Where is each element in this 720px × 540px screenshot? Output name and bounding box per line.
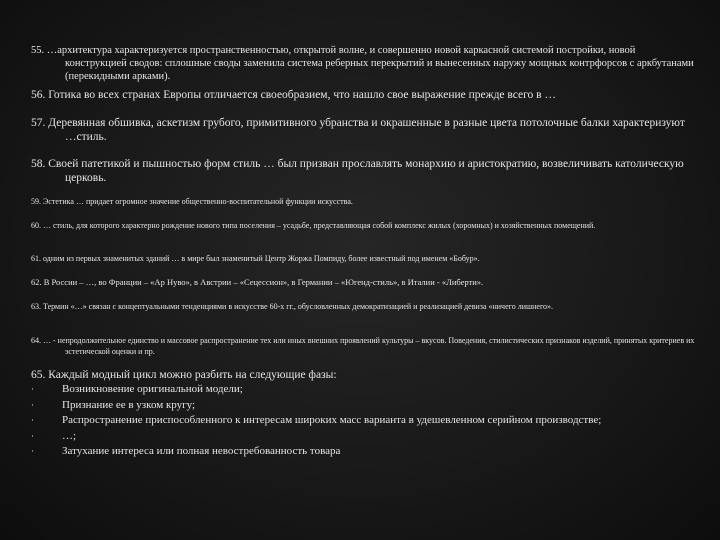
fashion-cycle-phases-list	[31, 382, 696, 460]
item-text: … стиль, для которого характерно рождение нового типа поселения – усадьбе, представляющая собой комплекс жилых (хоромных) и хозяйственных помещений.	[43, 221, 596, 230]
list-item	[31, 429, 696, 445]
item-63	[31, 301, 696, 312]
item-number: 59.	[31, 197, 41, 206]
bullet-icon: ·	[31, 384, 34, 394]
bullet-icon: ·	[31, 415, 34, 425]
item-text: Своей патетикой и пышностью форм стиль … был призван прославлять монархию и аристократию, возвеличивать католическую церковь.	[48, 158, 684, 184]
item-number: 62.	[31, 277, 42, 287]
item-61	[31, 253, 696, 264]
item-60	[31, 220, 696, 231]
list-item-text: …;	[62, 429, 77, 442]
item-number: 65.	[31, 369, 46, 381]
item-number: 58.	[31, 158, 46, 170]
item-text: Каждый модный цикл можно разбить на следующие фазы:	[48, 369, 337, 381]
list-item-text: Возникновение оригинальной модели;	[62, 383, 243, 395]
bullet-icon: ·	[31, 399, 34, 410]
bullet-icon: ·	[31, 446, 34, 456]
item-text: …архитектура характеризуется пространственностью, открытой волне, и совершенно новой каркасной системой постройки, новой конструкцией сводов: сплошные своды заменила система реберных перекрытий и вынесенных наружу мощных контрфорсов с аркбутанами (перекидными арками).	[46, 45, 694, 82]
item-text: … - непродолжительное единство и массовое распространение тех или иных внешних проявлений культуры – вкусов. Поведения, стилистических признаков изделий, принятых критериев их эстетической оценки и пр.	[43, 336, 695, 356]
item-57	[31, 116, 696, 144]
item-number: 57.	[31, 117, 46, 129]
list-item	[31, 413, 696, 429]
item-number: 55.	[31, 45, 45, 56]
item-number: 60.	[31, 221, 41, 230]
list-item-text: Признание ее в узком кругу;	[62, 398, 196, 411]
list-item	[31, 444, 696, 460]
item-text: Эстетика … придает огромное значение общественно-воспитательной функции искусства.	[43, 197, 353, 206]
item-number: 64.	[31, 336, 41, 345]
item-65	[31, 368, 696, 382]
item-number: 56.	[31, 89, 46, 101]
item-number: 63.	[31, 302, 41, 311]
item-text: Деревянная обшивка, аскетизм грубого, примитивного убранства и окрашенные в разные цвета потолочные балки характеризуют …стиль.	[48, 117, 685, 143]
item-59	[31, 196, 696, 207]
list-item	[31, 382, 696, 398]
item-64	[31, 335, 696, 357]
item-text: Термин «…» связан с концептуальными тенденциями в искусстве 60-х гг., обусловленных демократизацией и реализацией девиза «ничего лишнего».	[43, 302, 554, 311]
list-item	[31, 398, 696, 414]
item-56	[31, 88, 696, 102]
list-item-text: Распространение приспособленного к интересам широких масс варианта в удешевленном серийном производстве;	[62, 414, 602, 426]
item-number: 61.	[31, 254, 41, 263]
bullet-icon: ·	[31, 430, 34, 441]
item-55	[31, 44, 696, 83]
item-text: В России – …, во Франции – «Ар Нуво», в Австрии – «Сецессион», в Германии – «Югенд-стиль», в Италии - «Либерти».	[43, 277, 484, 287]
item-62	[31, 277, 696, 288]
list-item-text: Затухание интереса или полная невостребованность товара	[62, 445, 341, 457]
item-text: Готика во всех странах Европы отличается своеобразием, что нашло свое выражение прежде всего в …	[48, 89, 556, 101]
item-text: одним из первых знаменитых зданий … в мире был знаменитый Центр Жоржа Помпиду, более известный под именем «Бобур».	[43, 254, 480, 263]
item-58	[31, 157, 696, 185]
